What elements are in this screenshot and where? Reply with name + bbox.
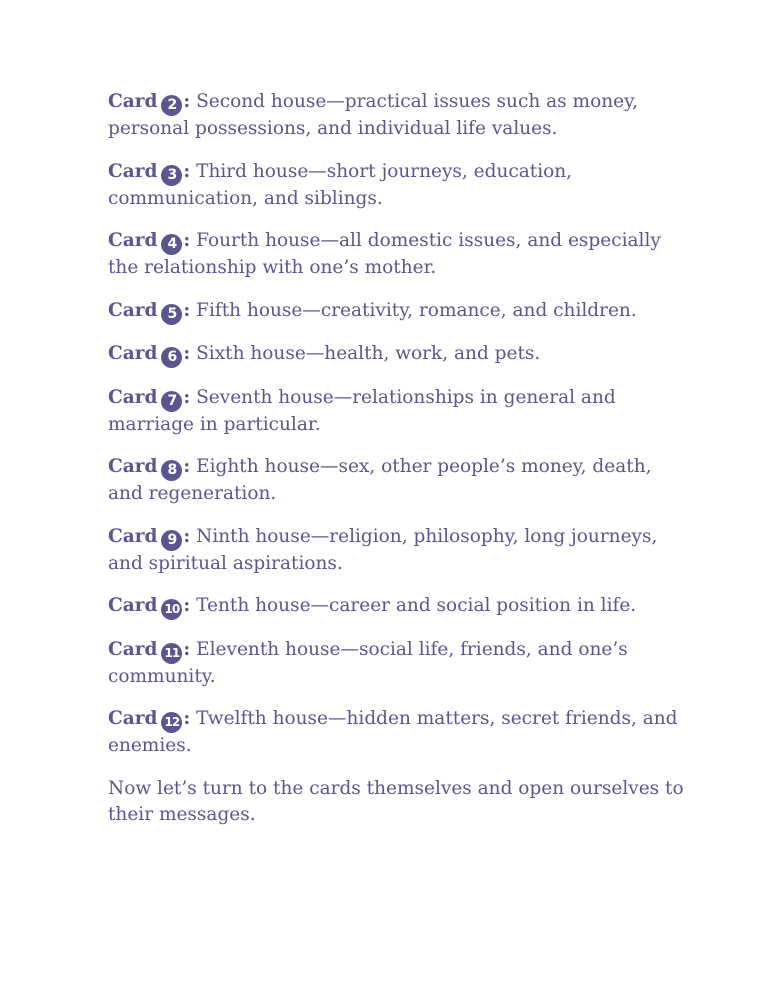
card-entry-3 bbox=[108, 159, 688, 212]
card-number-badge: 7 bbox=[161, 391, 182, 412]
card-number-badge: 10 bbox=[161, 599, 182, 620]
card-number-badge: 5 bbox=[161, 304, 182, 325]
card-number-badge: 2 bbox=[161, 95, 182, 116]
card-label: Card bbox=[108, 638, 158, 660]
card-number-badge: 9 bbox=[161, 530, 182, 551]
card-colon: : bbox=[183, 343, 191, 364]
card-entry-11 bbox=[108, 637, 688, 690]
card-colon: : bbox=[183, 525, 191, 547]
card-colon: : bbox=[183, 638, 191, 660]
card-entry-2 bbox=[108, 89, 688, 142]
card-entry-8 bbox=[108, 454, 688, 507]
card-number-badge: 8 bbox=[161, 460, 182, 481]
card-entry-7 bbox=[108, 385, 688, 438]
card-number-badge: 3 bbox=[161, 165, 182, 186]
card-entry-4 bbox=[108, 228, 688, 281]
card-description: Tenth house—career and social position in life. bbox=[190, 595, 637, 616]
card-description: Sixth house—health, work, and pets. bbox=[190, 343, 541, 364]
closing-paragraph: Now let’s turn to the cards themselves and open ourselves to their messages. bbox=[108, 777, 684, 825]
card-entry-6 bbox=[108, 341, 688, 368]
card-colon: : bbox=[183, 708, 191, 729]
card-description: Twelfth house—hidden matters, secret friends, and enemies. bbox=[108, 708, 678, 756]
card-description: Second house—practical issues such as money, personal possessions, and individual life values. bbox=[108, 91, 638, 139]
card-label: Card bbox=[108, 456, 158, 477]
card-description: Seventh house—relationships in general and marriage in particular. bbox=[108, 386, 616, 435]
document-page bbox=[108, 89, 688, 828]
card-colon: : bbox=[183, 595, 191, 616]
card-label: Card bbox=[108, 299, 158, 321]
card-number-badge: 12 bbox=[161, 712, 182, 733]
card-colon: : bbox=[183, 386, 191, 408]
card-label: Card bbox=[108, 386, 158, 408]
card-colon: : bbox=[183, 160, 191, 182]
card-description: Fifth house—creativity, romance, and children. bbox=[190, 299, 637, 321]
card-number-badge: 6 bbox=[161, 347, 182, 368]
card-colon: : bbox=[183, 299, 191, 321]
card-description: Eleventh house—social life, friends, and one’s community. bbox=[108, 638, 628, 687]
card-label: Card bbox=[108, 708, 158, 729]
card-label: Card bbox=[108, 91, 158, 112]
card-description: Third house—short journeys, education, communication, and siblings. bbox=[108, 160, 573, 209]
card-colon: : bbox=[183, 91, 191, 112]
card-entry-5 bbox=[108, 298, 688, 325]
card-label: Card bbox=[108, 525, 158, 547]
card-description: Eighth house—sex, other people’s money, death, and regeneration. bbox=[108, 456, 652, 504]
card-entry-12 bbox=[108, 706, 688, 759]
card-label: Card bbox=[108, 343, 158, 364]
card-description: Ninth house—religion, philosophy, long journeys, and spiritual aspirations. bbox=[108, 525, 658, 574]
card-number-badge: 4 bbox=[161, 234, 182, 255]
card-entry-10 bbox=[108, 593, 688, 620]
card-colon: : bbox=[183, 230, 191, 251]
card-entry-9 bbox=[108, 524, 688, 577]
card-label: Card bbox=[108, 230, 158, 251]
card-label: Card bbox=[108, 595, 158, 616]
card-number-badge: 11 bbox=[161, 643, 182, 664]
card-label: Card bbox=[108, 160, 158, 182]
card-description: Fourth house—all domestic issues, and especially the relationship with one’s mother. bbox=[108, 230, 661, 278]
card-colon: : bbox=[183, 456, 191, 477]
